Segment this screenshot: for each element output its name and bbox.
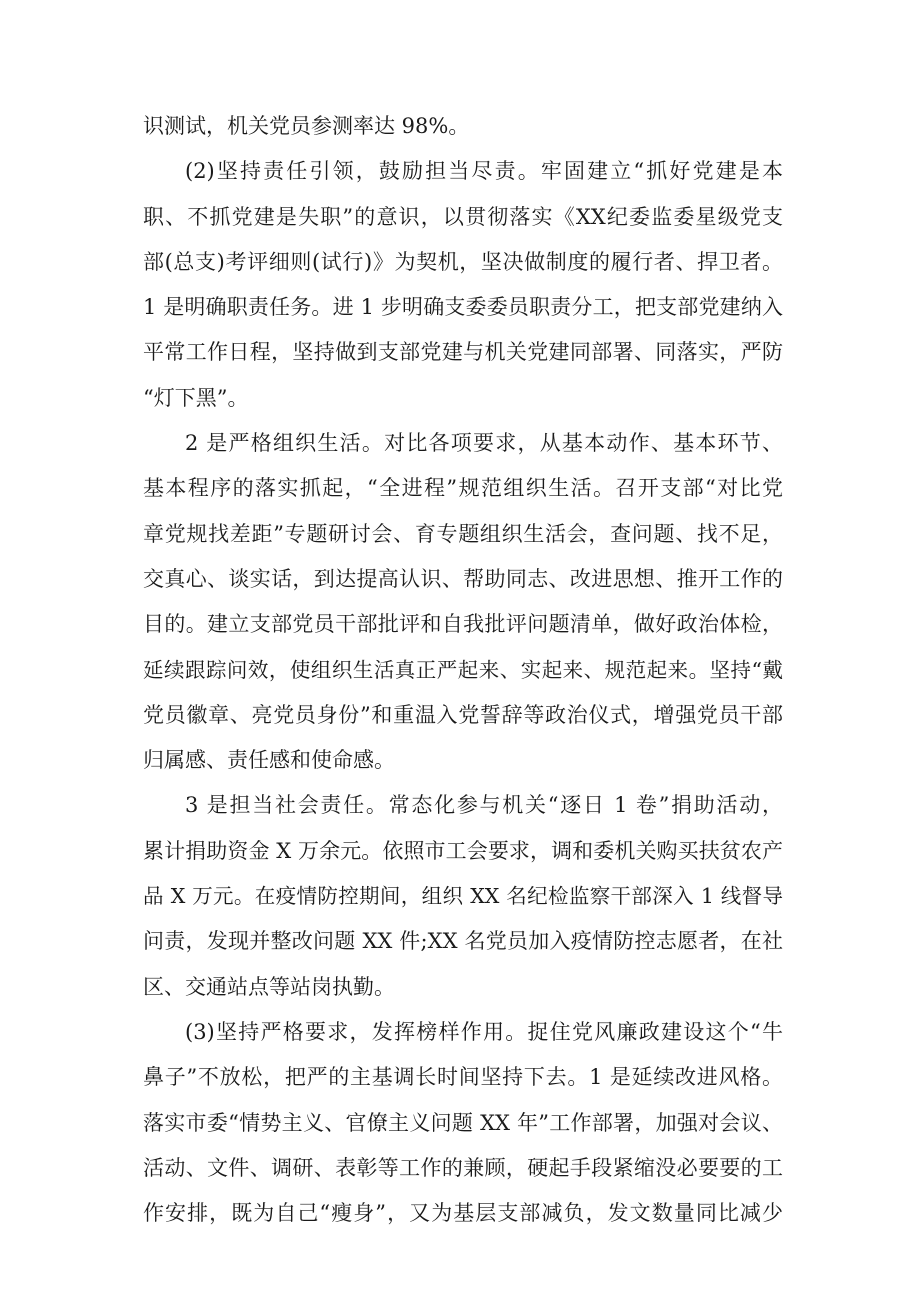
- text-line: 落实市委“情势主义、官僚主义问题 XX 年”工作部署，加强对会议、: [143, 1110, 783, 1135]
- paragraph-first-line: 2 是严格组织生活。对比各项要求，从基本动作、基本环节、: [185, 431, 783, 456]
- text-line: 归属感、责任感和使命感。: [143, 748, 395, 773]
- text-line: 延续跟踪问效，使组织生活真正严起来、实起来、规范起来。坚持“戴: [143, 657, 783, 682]
- text-line: 累计捐助资金 X 万余元。依照市工会要求，调和委机关购买扶贫农产: [143, 838, 783, 863]
- body-text: [143, 104, 783, 1236]
- text-line: “灯下黑”。: [143, 385, 249, 410]
- paragraph-first-line: (2)坚持责任引领，鼓励担当尽责。牢固建立“抓好党建是本: [185, 159, 783, 184]
- paragraph-first-line: 3 是担当社会责任。常态化参与机关“逐日 1 卷”捐助活动，: [185, 793, 783, 818]
- text-line: 活动、文件、调研、表彰等工作的兼顾，硬起手段紧缩没必要要的工: [143, 1155, 783, 1180]
- text-line: 识测试，机关党员参测率达 98%。: [143, 114, 470, 138]
- text-line: 章党规找差距”专题研讨会、育专题组织生活会，查问题、找不足，: [143, 521, 783, 546]
- text-line: 基本程序的落实抓起，“全进程”规范组织生活。召开支部“对比党: [143, 476, 783, 501]
- text-line: 交真心、谈实话，到达提高认识、帮助同志、改进思想、推开工作的: [143, 566, 783, 591]
- text-line: 问责，发现并整改问题 XX 件;XX 名党员加入疫情防控志愿者，在社: [143, 929, 783, 954]
- text-line: 作安排，既为自己“瘦身”，又为基层支部减负，发文数量同比减少: [143, 1201, 783, 1226]
- text-line: 1 是明确职责任务。进 1 步明确支委委员职责分工，把支部党建纳入: [143, 295, 783, 320]
- text-line: 品 X 万元。在疫情防控期间，组织 XX 名纪检监察干部深入 1 线督导: [143, 884, 783, 909]
- text-line: 职、不抓党建是失职”的意识，以贯彻落实《XX纪委监委星级党支: [143, 204, 783, 229]
- text-line: 目的。建立支部党员干部批评和自我批评问题清单，做好政治体检，: [143, 612, 783, 637]
- text-line: 鼻子”不放松，把严的主基调长时间坚持下去。1 是延续改进风格。: [143, 1065, 783, 1090]
- text-line: 部(总支)考评细则(试行)》为契机，坚决做制度的履行者、捍卫者。: [143, 249, 783, 274]
- text-line: 区、交通站点等站岗执勤。: [143, 974, 395, 999]
- text-line: 平常工作日程，坚持做到支部党建与机关党建同部署、同落实，严防: [143, 340, 783, 365]
- paragraph-first-line: (3)坚持严格要求，发挥榜样作用。捉住党风廉政建设这个“牛: [185, 1019, 783, 1044]
- text-line: 党员徽章、亮党员身份”和重温入党誓辞等政治仪式，增强党员干部: [143, 702, 783, 727]
